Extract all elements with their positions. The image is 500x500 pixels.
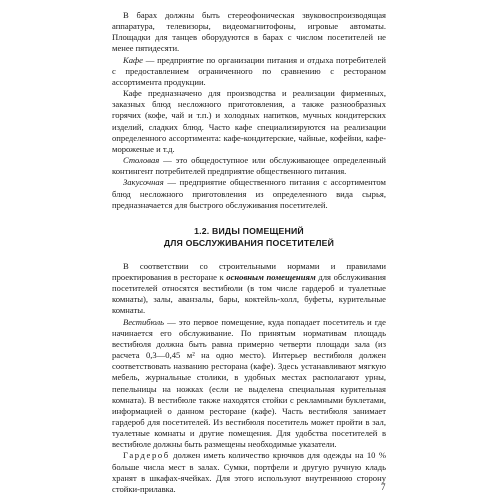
paragraph-canteen-definition: [112, 155, 386, 177]
text-snackbar-definition: — предприятие общественного питания с ассортиментом блюд несложного приготовления из определенного вида сырья, предназначается для быстрого обслуживания посетителей.: [112, 177, 386, 210]
text-cloakroom: должен иметь количество крючков для одежды на 10 % больше числа мест в залах. Сумки, портфели и другую ручную кладь хранят в шкафах-ячейках. Для этого используют внутреннюю сторону стойки-прилавка.: [112, 450, 386, 494]
text-main-rooms-list: для обслуживания посетителей относятся вестибюли (в том числе гардероб и туалетные комнаты), залы, аванзалы, бары, коктейль-холл, буфеты, курительные комнаты.: [112, 271, 387, 316]
section-heading: [112, 225, 386, 249]
term-vestibule: Вестибюль: [123, 316, 165, 327]
term-canteen: Столовая: [123, 155, 160, 166]
paragraph-cloakroom: [112, 450, 386, 495]
paragraph-cafe-definition: [112, 55, 386, 88]
text-main-rooms-intro: В соответствии со строительными нормами и правилами проектирования в ресторане к: [112, 260, 386, 282]
section-heading-line-2: ДЛЯ ОБСЛУЖИВАНИЯ ПОСЕТИТЕЛЕЙ: [163, 237, 335, 248]
paragraph-bars: В барах должны быть стереофоническая звуковоспроизводящая аппаратура, телевизоры, видеомагнитофоны, игровые автоматы. Площадки для танцев оборудуются в барах с числом посетителей не менее пятидесяти.: [112, 10, 386, 54]
term-cafe: Кафе: [123, 54, 143, 65]
term-main-rooms: основным помещениям: [226, 271, 316, 282]
term-cloakroom: Гардероб: [123, 450, 170, 461]
paragraph-cafe-purpose: Кафе предназначено для производства и реализации фирменных, заказных блюд несложного приготовления, а также разнообразных горячих (кофе, чай и т.п.) и холодных напитков, мучных кондитерских изделий, сладких блюд. Часто кафе специализируются на реализации определенного ассортимента: кафе-кондитерские, чайные, кофейни, кафе-мороженые и т.д.: [112, 88, 386, 154]
document-page: [112, 10, 386, 495]
paragraph-main-rooms: [112, 261, 386, 317]
term-snackbar: Закусочная: [123, 177, 164, 188]
paragraph-snackbar-definition: [112, 177, 386, 210]
paragraph-vestibule: [112, 317, 386, 451]
text-cafe-definition: — предприятие по организации питания и отдыха потребителей с предоставлением ограниченного по сравнению с рестораном ассортимента продукции.: [112, 54, 386, 87]
text-vestibule: — это первое помещение, куда попадает посетитель и где начинается его обслуживание. По принятым нормативам площадь вестибюля должна быть равна примерно четверти площади зала (из расчета 0,3—0,45 м² на одно место). Интерьер вестибюля должен соответствовать названию ресторана (кафе). Здесь устанавливают мягкую мебель, журнальные столики, в удобных местах располагают урны, пепельницы на ножках (если не выделена специальная курительная комната). В вестибюле также находятся стойки с рекламными буклетами, информацией о данном ресторане (кафе). Часть вестибюля занимает гардероб для посетителей. Из вестибюля посетитель может пройти в зал, туалетные комнаты и другие помещения. Для удобства посетителей в вестибюле должны быть размещены необходимые указатели.: [112, 316, 386, 450]
page-number: 7: [381, 482, 386, 492]
text-canteen-definition: — это общедоступное или обслуживающее определенный контингент потребителей предприятие общественного питания.: [112, 155, 386, 177]
section-heading-line-1: 1.2. ВИДЫ ПОМЕЩЕНИЙ: [194, 225, 304, 236]
